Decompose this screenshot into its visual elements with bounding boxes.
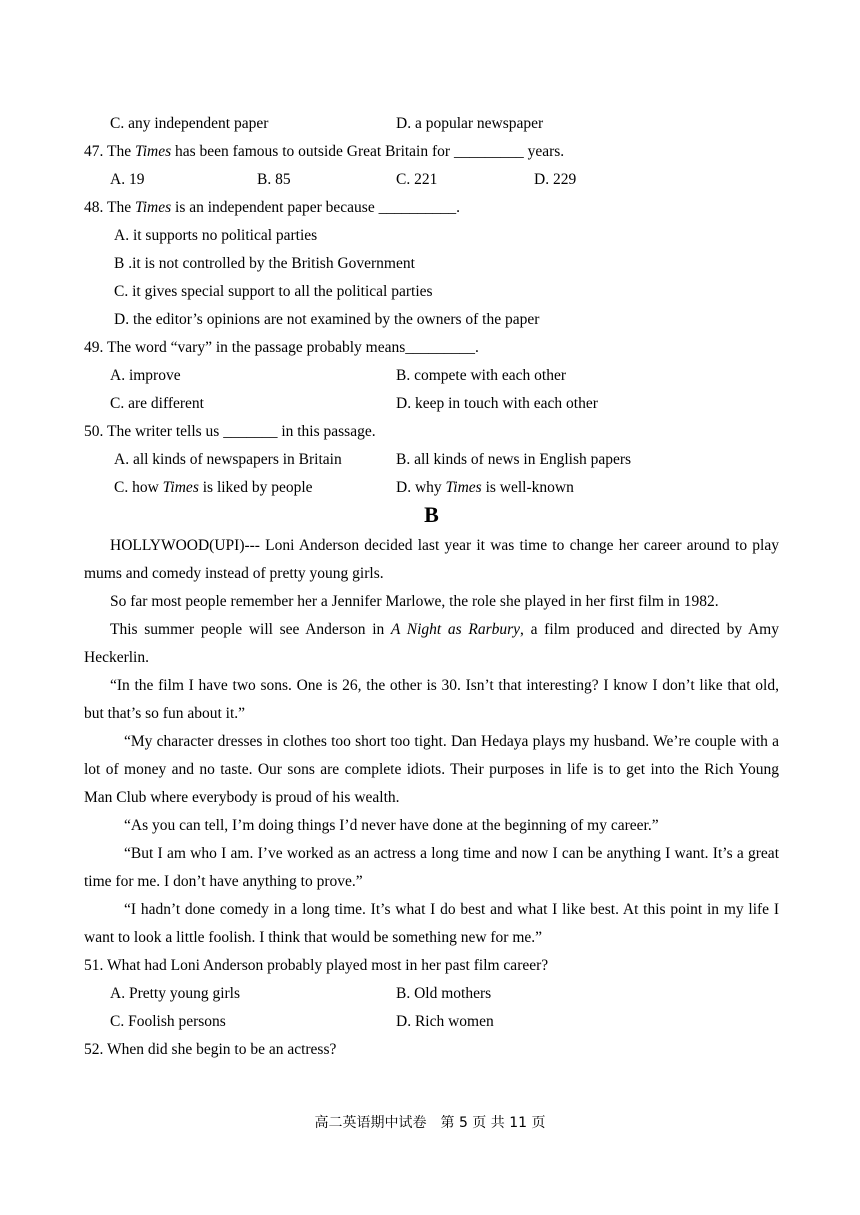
page-footer: 高二英语期中试卷 第 5 页 共 11 页 — [314, 1115, 546, 1131]
q50-option-d-title: Times — [445, 479, 482, 496]
q49-options-cd — [84, 390, 779, 418]
q51-option-b: B. Old mothers — [396, 985, 492, 1002]
q48-option-c: C. it gives special support to all the political parties — [114, 283, 433, 300]
q46-option-c: C. any independent paper — [110, 115, 269, 132]
passage-paragraph-6: “As you can tell, I’m doing things I’d never have done at the beginning of my career.” — [124, 817, 659, 834]
passage-p3-post: , a film produced and directed by Amy Heckerlin. — [84, 621, 779, 666]
q47-option-a: A. 19 — [110, 171, 145, 188]
q50-option-b: B. all kinds of news in English papers — [396, 451, 632, 468]
passage-p3-pre: This summer people will see Anderson in — [110, 621, 391, 638]
passage-paragraph-2: So far most people remember her a Jennifer Marlowe, the role she played in her first film in 1982. — [110, 593, 719, 610]
q51-stem: 51. What had Loni Anderson probably played most in her past film career? — [84, 957, 549, 974]
passage-paragraph-3 — [84, 616, 779, 672]
q49-option-d: D. keep in touch with each other — [396, 395, 598, 412]
film-title: A Night as Rarbury — [390, 621, 521, 638]
q47-options — [84, 166, 779, 194]
q47-option-b: B. 85 — [257, 171, 291, 188]
q50-option-d-pre: D. why — [396, 479, 446, 496]
passage-paragraph-1: HOLLYWOOD(UPI)--- Loni Anderson decided last year it was time to change her career around to play mums and comedy instead of pretty young girls. — [84, 537, 779, 582]
q50-stem: 50. The writer tells us _______ in this passage. — [84, 423, 376, 440]
q47-stem — [84, 138, 779, 166]
q50-option-c-pre: C. how — [114, 479, 163, 496]
q48-stem-pre: 48. The — [84, 199, 135, 216]
q48-stem — [84, 194, 779, 222]
q48-option-a: A. it supports no political parties — [114, 227, 318, 244]
q51-option-d: D. Rich women — [396, 1013, 494, 1030]
q49-option-a: A. improve — [110, 367, 181, 384]
q48-option-b: B .it is not controlled by the British Government — [114, 255, 415, 272]
q50-option-c — [114, 474, 313, 502]
section-heading: B — [424, 502, 439, 527]
q49-option-b: B. compete with each other — [396, 367, 567, 384]
q50-option-a: A. all kinds of newspapers in Britain — [114, 451, 342, 468]
q49-option-c: C. are different — [110, 395, 204, 412]
passage-paragraph-5: “My character dresses in clothes too short too tight. Dan Hedaya plays my husband. We’re couple with a lot of money and no taste. Our sons are complete idiots. Their purposes in life is to get into the Rich Young Man Club where everybody is proud of his wealth. — [84, 733, 779, 806]
q46-option-d: D. a popular newspaper — [396, 115, 544, 132]
q50-option-d — [396, 474, 574, 502]
q51-options-ab — [84, 980, 779, 1008]
q50-options-ab — [84, 446, 779, 474]
q49-options-ab — [84, 362, 779, 390]
q52-stem: 52. When did she begin to be an actress? — [84, 1041, 337, 1058]
passage-paragraph-7: “But I am who I am. I’ve worked as an actress a long time and now I can be anything I want. It’s a great time for me. I don’t have anything to prove.” — [84, 845, 779, 890]
q50-options-cd — [84, 474, 779, 502]
q50-option-c-title: Times — [162, 479, 199, 496]
q47-stem-post: has been famous to outside Great Britain for _________ years. — [171, 143, 565, 160]
q48-stem-title: Times — [134, 199, 172, 216]
q47-stem-pre: 47. The — [84, 143, 135, 160]
q50-option-d-post: is well-known — [481, 479, 574, 496]
q47-option-c: C. 221 — [396, 171, 438, 188]
q46-options-cd — [84, 110, 779, 138]
passage-paragraph-8: “I hadn’t done comedy in a long time. It’s what I do best and what I like best. At this point in my life I want to look a little foolish. I think that would be something new for me.” — [84, 901, 779, 946]
q47-stem-title: Times — [134, 143, 172, 160]
q51-options-cd — [84, 1008, 779, 1036]
exam-page — [84, 110, 779, 1064]
q50-option-c-post: is liked by people — [198, 479, 313, 496]
q51-option-a: A. Pretty young girls — [110, 985, 241, 1002]
q47-option-d: D. 229 — [534, 171, 577, 188]
q51-option-c: C. Foolish persons — [110, 1013, 226, 1030]
passage-paragraph-4: “In the film I have two sons. One is 26, the other is 30. Isn’t that interesting? I know I don’t like that old, but that’s so fun about it.” — [84, 677, 779, 722]
q49-stem: 49. The word “vary” in the passage probably means_________. — [84, 339, 479, 356]
q48-stem-post: is an independent paper because __________. — [171, 199, 460, 216]
q48-option-d: D. the editor’s opinions are not examined by the owners of the paper — [114, 311, 540, 328]
